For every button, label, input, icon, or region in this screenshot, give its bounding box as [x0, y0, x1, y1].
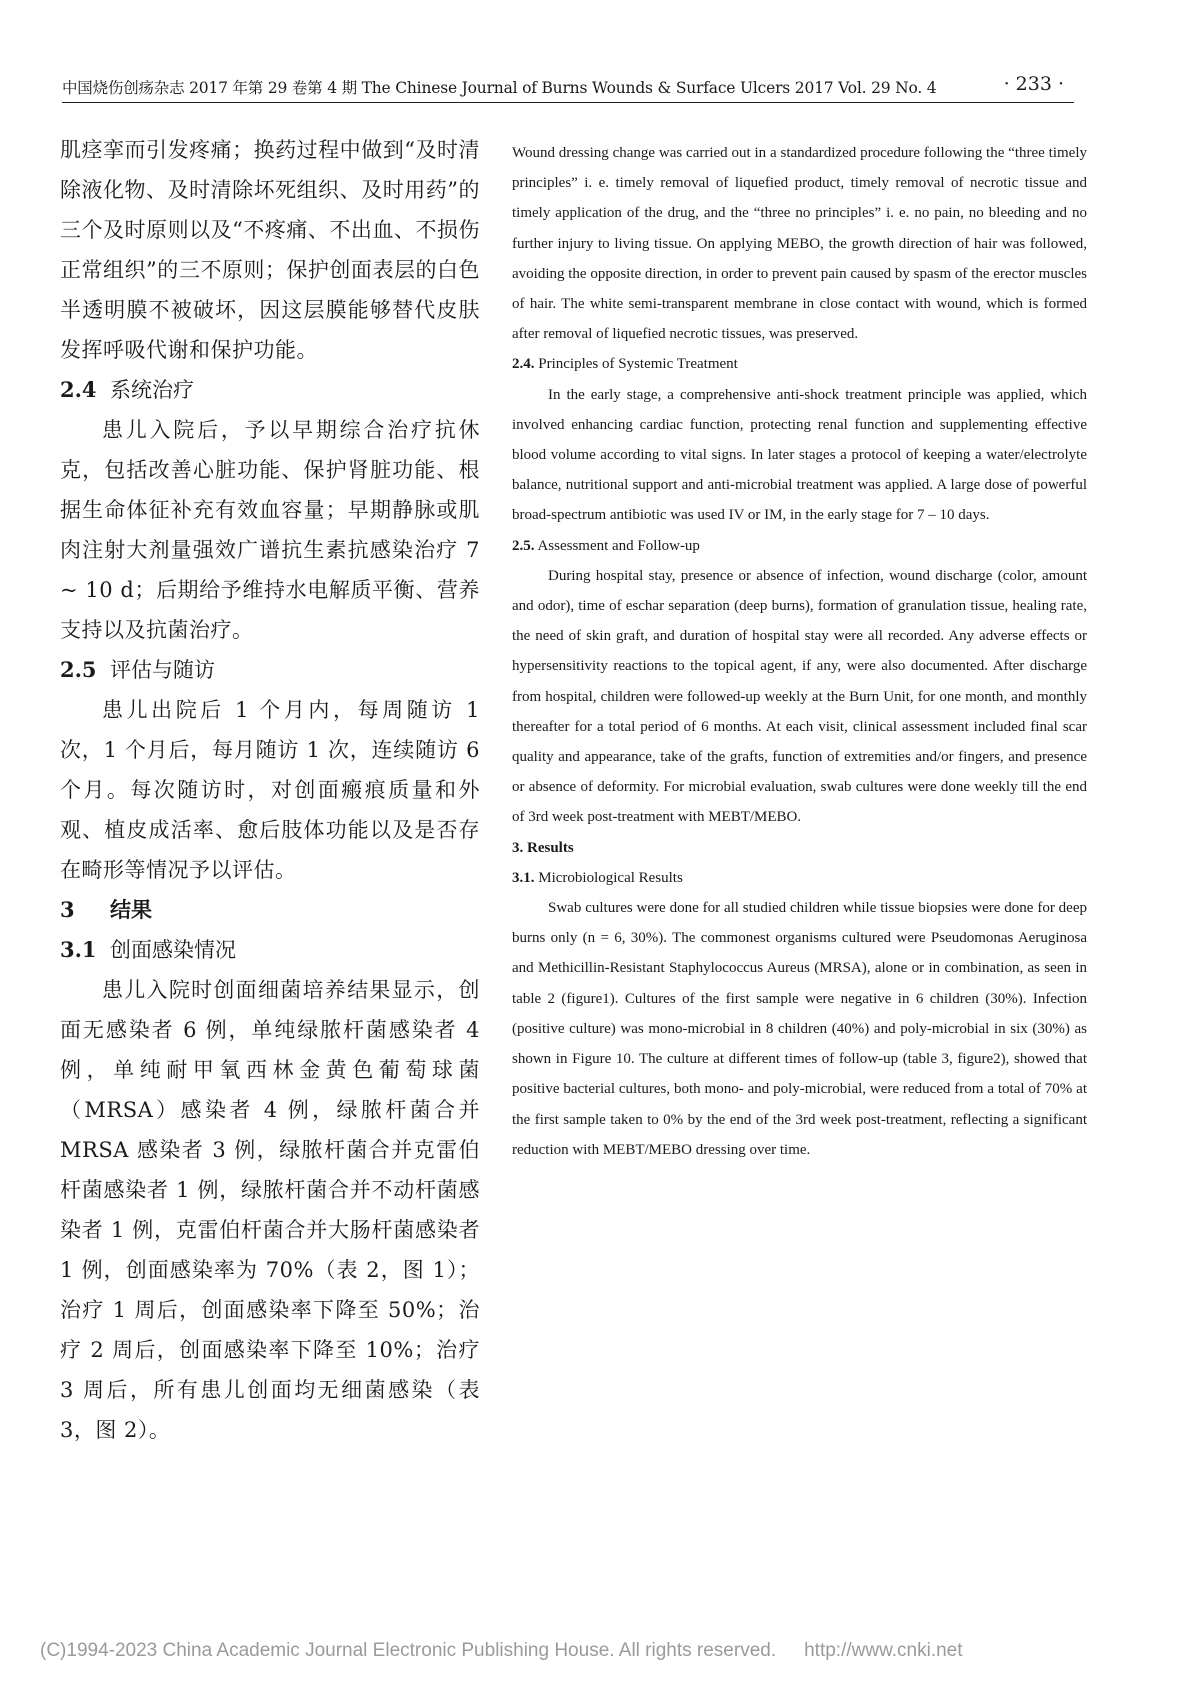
header-rule — [62, 102, 1074, 103]
section-title: 评估与随访 — [110, 658, 215, 682]
copyright-footer — [40, 1640, 963, 1662]
section-number: 3. — [512, 839, 524, 856]
zh-heading-2-4 — [60, 370, 480, 410]
section-number: 2.5 — [60, 657, 97, 682]
en-paragraph-2-4: In the early stage, a comprehensive anti-shock treatment principle was applied, which involved enhancing cardiac function, protecting renal function and supplementing effective blood volume according to vital signs. In later stages a protocol of keeping a water/electrolyte balance, nutritional support and anti-microbial treatment was applied. A large dose of powerful broad-spectrum antibiotic was used IV or IM, in the early stage for 7 – 10 days. — [512, 386, 1087, 524]
zh-heading-2-5 — [60, 650, 480, 690]
chinese-column — [60, 130, 480, 1450]
section-title: 创面感染情况 — [110, 938, 236, 962]
en-paragraph-2-5: During hospital stay, presence or absence of infection, wound discharge (color, amount and odor), time of eschar separation (deep burns), formation of granulation tissue, healing rate, the need of skin graft, and duration of hospital stay were all recorded. Any adverse effects or hypersensitivity reactions to the topical agent, if any, were also documented. After discharge from hospital, children were followed-up weekly at the Burn Unit, for one month, and monthly thereafter for a total period of 6 months. At each visit, clinical assessment included final scar quality and appearance, take of the grafts, function of extremities and/or fingers, and presence or absence of deformity. For microbial evaluation, swab cultures were done weekly till the end of 3rd week post-treatment with MEBT/MEBO. — [512, 567, 1087, 826]
zh-paragraph-continued: 肌痉挛而引发疼痛；换药过程中做到“及时清除液化物、及时清除坏死组织、及时用药”的三个及时原则以及“不疼痛、不出血、不损伤正常组织”的三不原则；保护创面表层的白色半透明膜不被破坏，因这层膜能够替代皮肤发挥呼吸代谢和保护功能。 — [60, 138, 480, 362]
zh-heading-3-1 — [60, 930, 480, 970]
section-title: Results — [527, 839, 574, 856]
en-heading-3-1 — [512, 863, 1087, 893]
section-number: 3.1 — [60, 937, 97, 962]
en-heading-3 — [512, 833, 1087, 863]
section-title: Microbiological Results — [538, 869, 683, 886]
zh-paragraph-3-1: 患儿入院时创面细菌培养结果显示，创面无感染者 6 例，单纯绿脓杆菌感染者 4 例，单纯耐甲氧西林金黄色葡萄球菌（MRSA）感染者 4 例，绿脓杆菌合并 MRSA 感染者 3 例，绿脓杆菌合并克雷伯杆菌感染者 1 例，绿脓杆菌合并不动杆菌感染者 1 例，克雷伯杆菌合并大肠杆菌感染者 1 例，创面感染率为 70%（表 2，图 1）；治疗 1 周后，创面感染率下降至 50%；治疗 2 周后，创面感染率下降至 10%；治疗 3 周后，所有患儿创面均无细菌感染（表 3，图 2）。 — [60, 978, 480, 1442]
section-number: 2.5. — [512, 537, 535, 554]
en-heading-2-4 — [512, 349, 1087, 379]
zh-paragraph-2-4: 患儿入院后，予以早期综合治疗抗休克，包括改善心脏功能、保护肾脏功能、根据生命体征补充有效血容量；早期静脉或肌肉注射大剂量强效广谱抗生素抗感染治疗 7 ~ 10 d；后期给予维持水电解质平衡、营养支持以及抗菌治疗。 — [60, 418, 480, 642]
running-header — [62, 73, 1074, 106]
journal-citation: 中国烧伤创疡杂志 2017 年第 29 卷第 4 期 The Chinese Journal of Burns Wounds & Surface Ulcers 2017 Vol. 29 No. 4 — [62, 79, 937, 97]
zh-paragraph-2-5: 患儿出院后 1 个月内，每周随访 1 次，1 个月后，每月随访 1 次，连续随访 6 个月。每次随访时，对创面瘢痕质量和外观、植皮成活率、愈后肢体功能以及是否存在畸形等情况予以评估。 — [60, 698, 480, 882]
zh-heading-3 — [60, 890, 480, 930]
section-title: Assessment and Follow-up — [537, 537, 700, 554]
section-title: Principles of Systemic Treatment — [538, 356, 738, 373]
section-number: 3.1. — [512, 869, 535, 886]
section-number: 2.4 — [60, 377, 97, 402]
en-heading-2-5 — [512, 531, 1087, 561]
english-column — [512, 138, 1087, 1165]
section-title: 系统治疗 — [110, 378, 194, 402]
page-number: · 233 · — [1003, 73, 1064, 95]
copyright-text: (C)1994-2023 China Academic Journal Electronic Publishing House. All rights reserved. — [40, 1640, 777, 1661]
section-number: 2.4. — [512, 356, 535, 373]
cnki-url: http://www.cnki.net — [804, 1640, 963, 1661]
en-paragraph-3-1: Swab cultures were done for all studied children while tissue biopsies were done for deep burns only (n = 6, 30%). The commonest organisms cultured were Pseudomonas Aeruginosa and Methicillin-Resistant Staphylococcus Aureus (MRSA), alone or in combination, as seen in table 2 (figure1). Cultures of the first sample were negative in 6 children (30%). Infection (positive culture) was mono-microbial in 8 children (40%) and poly-microbial in six (30%) as shown in Figure 10. The culture at different times of follow-up (table 3, figure2), showed that positive bacterial cultures, both mono- and poly-microbial, were reduced from a total of 70% at the first sample taken to 0% by the end of the 3rd week post-treatment, reflecting a significant reduction with MEBT/MEBO dressing over time. — [512, 900, 1087, 1158]
en-paragraph-continued: Wound dressing change was carried out in a standardized procedure following the “three timely principles” i. e. timely removal of liquefied product, timely removal of necrotic tissue and timely application of the drug, and the “three no principles” i. e. no pain, no bleeding and no further injury to living tissue. On applying MEBO, the growth direction of hair was followed, avoiding the opposite direction, in order to prevent pain caused by spasm of the erector muscles of hair. The white semi-transparent membrane in close contact with wound, which is formed after removal of liquefied necrotic tissues, was preserved. — [512, 145, 1087, 343]
section-number: 3 — [60, 897, 75, 922]
section-title: 结果 — [110, 897, 152, 922]
